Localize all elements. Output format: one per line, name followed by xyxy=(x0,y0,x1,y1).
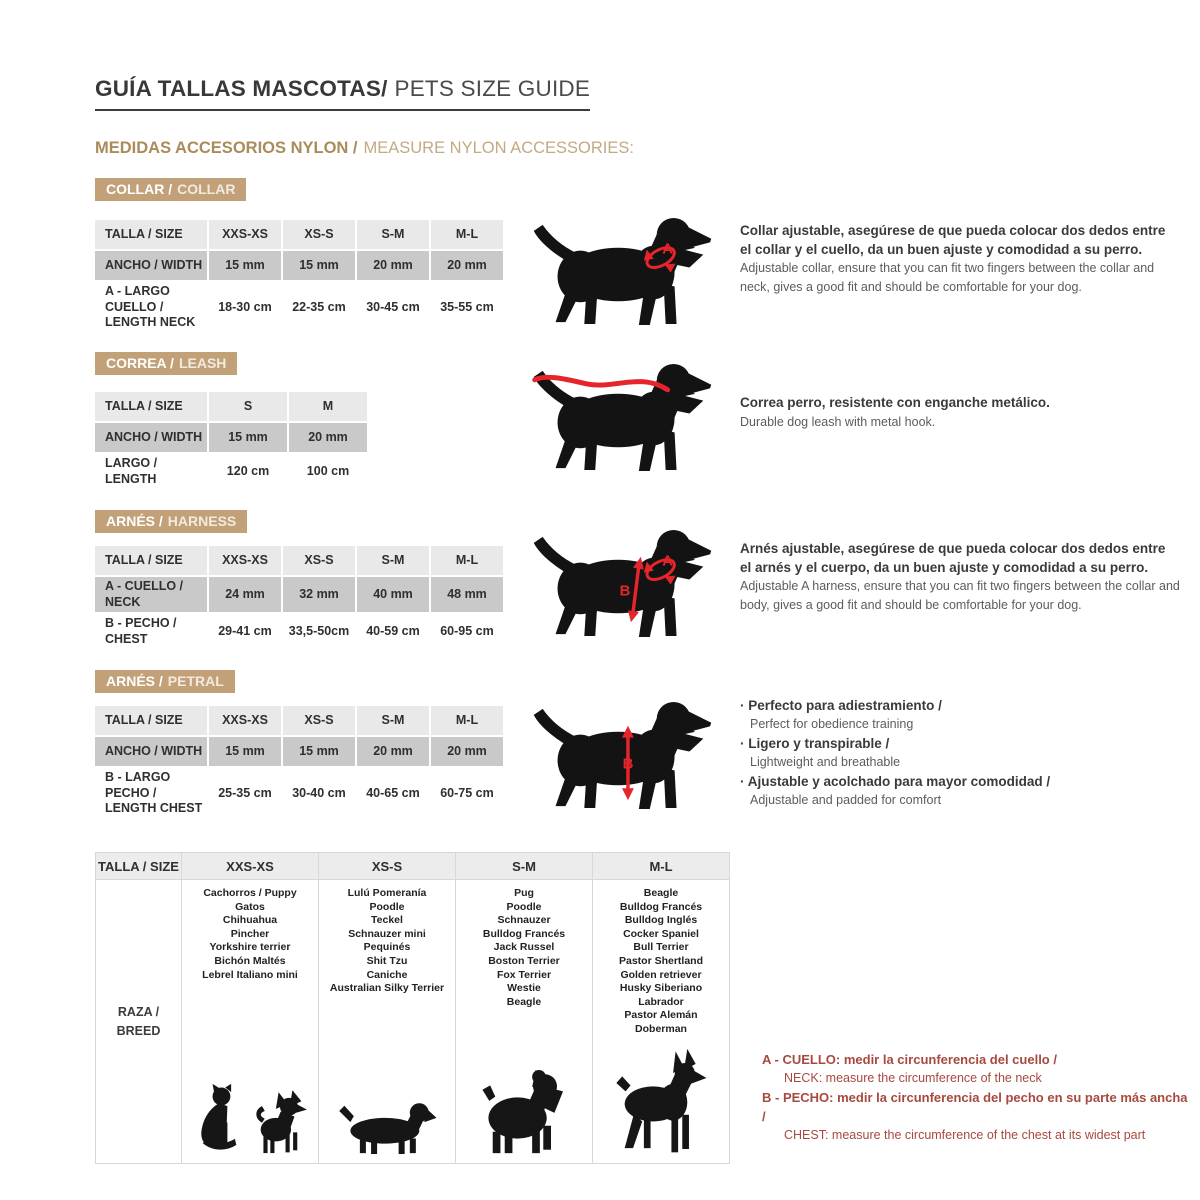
collar-dog-illustration xyxy=(528,212,718,331)
size-header-value: XXS-XS xyxy=(209,546,281,575)
breed-item: Pequinés xyxy=(363,941,411,954)
breed-item: Labrador xyxy=(638,995,684,1008)
size-header-value: XS-S xyxy=(283,220,355,249)
measure-notes xyxy=(762,1050,1192,1145)
schnauzer-icon xyxy=(479,1064,569,1159)
row-value: 40-65 cm xyxy=(357,768,429,819)
feature-english: Lightweight and breathable xyxy=(750,755,901,769)
breed-header-label: TALLA / SIZE xyxy=(96,853,181,879)
size-header-label: TALLA / SIZE xyxy=(95,392,207,421)
row-value: 24 mm xyxy=(209,577,281,612)
row-label: B - PECHO / CHEST xyxy=(95,614,207,649)
row-value: 32 mm xyxy=(283,577,355,612)
size-header-value: M-L xyxy=(431,706,503,735)
measure-b-label: B xyxy=(619,583,631,600)
size-header-value: S-M xyxy=(357,546,429,575)
row-value: 20 mm xyxy=(357,251,429,280)
raza-breed-label: RAZA / BREED xyxy=(96,880,181,1163)
leash-desc-spanish: Correa perro, resistente con enganche metálico. xyxy=(740,395,1050,410)
feature-english: Perfect for obedience training xyxy=(750,717,914,731)
breed-column-s-m xyxy=(456,880,592,1163)
breed-size-table xyxy=(95,852,730,1164)
row-value: 25-35 cm xyxy=(209,768,281,819)
section-badge-leash: CORREA / LEASH xyxy=(95,352,237,375)
breed-list xyxy=(458,887,590,1009)
collar-desc-spanish: Collar ajustable, asegúrese de que pueda colocar dos dedos entre el collar y el cuello, da un buen ajuste y comodidad a su perro. xyxy=(740,223,1166,257)
row-label: LARGO / LENGTH xyxy=(95,454,207,489)
breed-item: Poodle xyxy=(369,900,405,913)
row-label: ANCHO / WIDTH xyxy=(95,251,207,280)
collar-desc-english: Adjustable collar, ensure that you can fit two fingers between the collar and neck, gives a good fit and should be comfortable for your dog. xyxy=(740,261,1155,294)
breed-silhouettes xyxy=(458,1064,590,1159)
feature-spanish: · Ligero y transpirable / xyxy=(740,734,1180,753)
row-label: B - LARGO PECHO / LENGTH CHEST xyxy=(95,768,207,819)
row-value: 20 mm xyxy=(431,737,503,766)
breed-column-xs-s xyxy=(319,880,455,1163)
breed-header-size-xs-s: XS-S xyxy=(319,853,455,879)
row-value: 15 mm xyxy=(209,737,281,766)
breed-silhouettes xyxy=(321,1092,453,1159)
harness-size-table xyxy=(95,546,503,650)
breed-item: Boston Terrier xyxy=(488,954,560,967)
breed-item: Pincher xyxy=(230,927,270,940)
breed-item: Caniche xyxy=(366,968,408,981)
breed-silhouettes xyxy=(595,1048,727,1159)
row-value: 30-45 cm xyxy=(357,282,429,333)
size-header-value: M xyxy=(289,392,367,421)
breed-item: Shit Tzu xyxy=(366,954,408,967)
measure-a-label: A xyxy=(662,241,673,258)
size-header-label: TALLA / SIZE xyxy=(95,706,207,735)
size-header-value: S-M xyxy=(357,706,429,735)
breed-header-size-s-m: S-M xyxy=(456,853,592,879)
harness-desc-spanish: Arnés ajustable, asegúrese de que pueda colocar dos dedos entre el arnés y el cuerpo, da un buen ajuste y comodidad a su perro. xyxy=(740,541,1166,575)
row-value: 35-55 cm xyxy=(431,282,503,333)
breed-header-size-m-l: M-L xyxy=(593,853,729,879)
row-value: 20 mm xyxy=(289,423,367,452)
row-value: 20 mm xyxy=(357,737,429,766)
note-b-english: CHEST: measure the circumference of the chest at its widest part xyxy=(784,1128,1146,1142)
feature-spanish: · Ajustable y acolchado para mayor comodidad / xyxy=(740,772,1180,791)
breed-item: Poodle xyxy=(506,900,542,913)
measure-b-label: B xyxy=(622,756,634,773)
page-subtitle xyxy=(95,139,634,158)
doberman-icon xyxy=(613,1048,709,1159)
row-value: 100 cm xyxy=(289,454,367,489)
breed-item: Gatos xyxy=(235,900,265,913)
breed-item: Lulú Pomeranía xyxy=(347,887,427,899)
row-label: A - LARGO CUELLO / LENGTH NECK xyxy=(95,282,207,333)
breed-item: Cachorros / Puppy xyxy=(203,887,297,899)
breed-item: Pastor Alemán xyxy=(624,1009,698,1022)
breed-item: Fox Terrier xyxy=(496,968,552,981)
note-a-english: NECK: measure the circumference of the neck xyxy=(784,1071,1042,1085)
row-label: ANCHO / WIDTH xyxy=(95,737,207,766)
row-value: 15 mm xyxy=(283,251,355,280)
size-header-value: XS-S xyxy=(283,706,355,735)
row-value: 20 mm xyxy=(431,251,503,280)
breed-silhouettes xyxy=(184,1082,316,1159)
subtitle-spanish: MEDIDAS ACCESORIOS NYLON / xyxy=(95,139,358,157)
breed-item: Jack Russel xyxy=(493,941,555,954)
row-value: 48 mm xyxy=(431,577,503,612)
harness-desc-english: Adjustable A harness, ensure that you can fit two fingers between the collar and body, gives a good fit and should be comfortable for your dog. xyxy=(740,579,1180,612)
breed-item: Pug xyxy=(514,887,534,899)
size-header-value: XS-S xyxy=(283,546,355,575)
petral-dog-illustration xyxy=(528,696,718,815)
breed-item: Bichón Maltés xyxy=(214,954,286,967)
harness-dog-illustration xyxy=(528,524,718,643)
size-header-label: TALLA / SIZE xyxy=(95,546,207,575)
row-value: 30-40 cm xyxy=(283,768,355,819)
row-value: 40 mm xyxy=(357,577,429,612)
row-value: 15 mm xyxy=(283,737,355,766)
size-header-value: S xyxy=(209,392,287,421)
collar-description xyxy=(740,222,1180,296)
row-label: A - CUELLO / NECK xyxy=(95,577,207,612)
breed-list xyxy=(321,887,453,996)
breed-item: Australian Silky Terrier xyxy=(329,982,445,995)
row-value: 29-41 cm xyxy=(209,614,281,649)
breed-item: Bulldog Francés xyxy=(619,900,703,913)
petral-size-table xyxy=(95,706,503,819)
breed-item: Beagle xyxy=(506,995,542,1008)
row-value: 18-30 cm xyxy=(209,282,281,333)
breed-item: Doberman xyxy=(635,1022,687,1035)
breed-item: Husky Siberiano xyxy=(619,982,703,995)
section-badge-harness: ARNÉS / HARNESS xyxy=(95,510,247,533)
row-value: 120 cm xyxy=(209,454,287,489)
note-a-spanish: A - CUELLO: medir la circunferencia del cuello / xyxy=(762,1052,1057,1067)
breed-header-size-xxs-xs: XXS-XS xyxy=(182,853,318,879)
breed-item: Bulldog Inglés xyxy=(624,914,698,927)
section-badge-collar: COLLAR / COLLAR xyxy=(95,178,246,201)
leash-size-table xyxy=(95,392,367,489)
feature-spanish: · Perfecto para adiestramiento / xyxy=(740,696,1180,715)
breed-column-xxs-xs xyxy=(182,880,318,1163)
row-value: 60-95 cm xyxy=(431,614,503,649)
breed-item: Schnauzer xyxy=(497,914,551,927)
row-value: 40-59 cm xyxy=(357,614,429,649)
cat-icon xyxy=(191,1082,243,1159)
row-value: 15 mm xyxy=(209,423,287,452)
breed-item: Cocker Spaniel xyxy=(623,927,699,940)
note-b-spanish: B - PECHO: medir la circunferencia del pecho en su parte más ancha / xyxy=(762,1090,1188,1124)
page-title-english: PETS SIZE GUIDE xyxy=(394,76,591,101)
chest-measure-marker xyxy=(622,726,634,800)
row-label: ANCHO / WIDTH xyxy=(95,423,207,452)
breed-item: Teckel xyxy=(371,914,403,927)
size-header-value: S-M xyxy=(357,220,429,249)
size-header-label: TALLA / SIZE xyxy=(95,220,207,249)
harness-description xyxy=(740,540,1180,614)
breed-item: Golden retriever xyxy=(620,968,702,981)
breed-item: Bull Terrier xyxy=(633,941,689,954)
chihuahua-icon xyxy=(251,1090,309,1159)
page-title-spanish: GUÍA TALLAS MASCOTAS/ xyxy=(95,76,388,101)
row-value: 15 mm xyxy=(209,251,281,280)
petral-features xyxy=(740,696,1180,810)
row-value: 22-35 cm xyxy=(283,282,355,333)
breed-item: Chihuahua xyxy=(222,914,278,927)
measure-a-label: A xyxy=(662,553,673,570)
row-value: 60-75 cm xyxy=(431,768,503,819)
leash-description xyxy=(740,394,1180,431)
section-badge-petral: ARNÉS / PETRAL xyxy=(95,670,235,693)
breed-list xyxy=(595,887,727,1037)
subtitle-english: MEASURE NYLON ACCESSORIES: xyxy=(363,139,634,157)
breed-item: Westie xyxy=(507,982,541,995)
breed-item: Schnauzer mini xyxy=(348,927,426,940)
size-header-value: M-L xyxy=(431,220,503,249)
breed-item: Yorkshire terrier xyxy=(209,941,291,954)
size-header-value: XXS-XS xyxy=(209,706,281,735)
feature-english: Adjustable and padded for comfort xyxy=(750,793,942,807)
collar-size-table xyxy=(95,220,503,333)
size-header-value: XXS-XS xyxy=(209,220,281,249)
row-value: 33,5-50cm xyxy=(283,614,355,649)
breed-list xyxy=(184,887,316,982)
dachshund-icon xyxy=(336,1092,438,1159)
breed-column-m-l xyxy=(593,880,729,1163)
page-title xyxy=(95,76,590,111)
leash-desc-english: Durable dog leash with metal hook. xyxy=(740,414,936,429)
breed-item: Pastor Shertland xyxy=(618,954,704,967)
breed-item: Beagle xyxy=(643,887,679,899)
breed-item: Bulldog Francés xyxy=(482,927,566,940)
breed-item: Lebrel Italiano mini xyxy=(202,968,298,981)
size-header-value: M-L xyxy=(431,546,503,575)
leash-dog-illustration xyxy=(528,358,718,477)
